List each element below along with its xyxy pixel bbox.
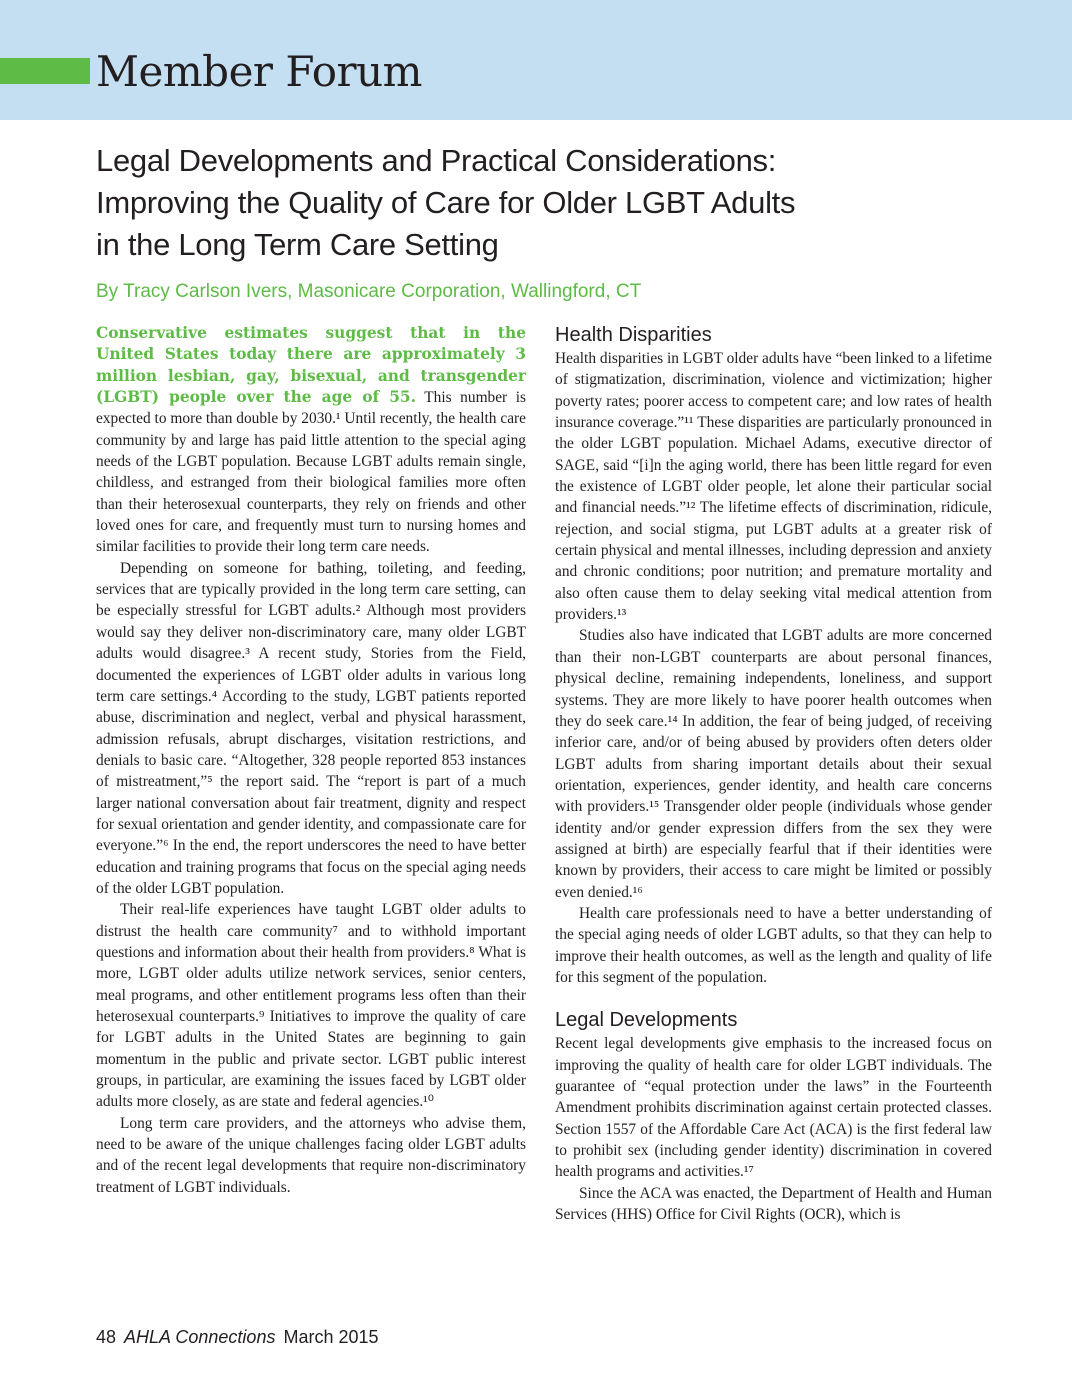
section-heading-health-disparities: Health Disparities [555, 324, 712, 346]
intro-paragraph [96, 323, 526, 558]
section-banner [0, 0, 1072, 120]
issue-date: March 2015 [283, 1327, 379, 1347]
body-paragraph: Health care professionals need to have a better understanding of the special aging needs of older LGBT adults, so that they can help to improve their health outcomes, as well as the length and quality of life for this segment of the population. [555, 904, 992, 986]
article-title [96, 140, 996, 266]
body-paragraph: Studies also have indicated that LGBT adults are more concerned than their non-LGBT counterparts are about personal finances, physical decline, remaining independents, loneliness, and support systems. They are more likely to have poorer health outcomes when they do seek care.¹⁴ In addition, the fear of being judged, of receiving inferior care, and/or of being abused by providers often deters older LGBT adults from sharing important details about their sexual orientation, experiences, gender identity, and health care concerns with providers.¹⁵ Transgender older people (individuals whose gender identity and/or gender expression differs from the sex they were assigned at birth) are especially fearful that if their identities were known by providers, their access to care might be limited or possibly even denied.¹⁶ [555, 627, 992, 901]
intro-body: This number is expected to more than double by 2030.¹ Until recently, the health care community by and large has paid little attention to the special aging needs of the LGBT population. Because LGBT adults remain single, childless, and estranged from their biological families more often than their heterosexual counterparts, they rely on friends and other loved ones for care, and frequently must turn to nursing homes and similar facilities to provide their long term care needs. [96, 389, 527, 556]
page-footer [96, 1326, 379, 1348]
body-paragraph: Recent legal developments give emphasis to the increased focus on improving the quality of health care for older LGBT individuals. The guarantee of “equal protection under the laws” in the Fourteenth Amendment prohibits discrimination against certain protected classes. Section 1557 of the Affordable Care Act (ACA) is the first federal law to prohibit sex (including gender identity) discrimination in covered health programs and activities.¹⁷ [555, 1035, 992, 1181]
publication-name: AHLA Connections [124, 1327, 276, 1347]
left-column [96, 323, 526, 1198]
article-title-line: in the Long Term Care Setting [96, 227, 499, 262]
section-title: Member Forum [96, 47, 422, 96]
byline: By Tracy Carlson Ivers, Masonicare Corporation, Wallingford, CT [96, 281, 642, 302]
body-paragraph: Health disparities in LGBT older adults have “been linked to a lifetime of stigmatization, discrimination, violence and victimization; higher poverty rates; poorer access to competent care; and low rates of health insurance coverage.”¹¹ These disparities are particularly pronounced in the older LGBT population. Michael Adams, executive director of SAGE, said “[i]n the aging world, there has been little regard for even the existence of LGBT older people, let alone their particular social and financial needs.”¹² The lifetime effects of discrimination, ridicule, rejection, and social stigma, put LGBT adults at a greater risk of certain physical and mental illnesses, including depression and anxiety and chronic conditions; poor nutrition; and premature mortality and also often cause them to delay seeking vital medical attention from providers.¹³ [555, 350, 992, 624]
body-paragraph: Depending on someone for bathing, toileting, and feeding, services that are typically provided in the long term care setting, can be especially stressful for LGBT adults.² Although most providers would say they deliver non-discriminatory care, many older LGBT adults would disagree.³ A recent study, Stories from the Field, documented the experiences of LGBT older adults in various long term care settings.⁴ According to the study, LGBT patients reported abuse, discrimination and neglect, verbal and physical harassment, admission refusals, abrupt discharges, visitation restrictions, and denials to basic care. “Altogether, 328 people reported 853 instances of mistreatment,”⁵ the report said. The “report is part of a much larger national conversation about fair treatment, dignity and respect for sexual orientation and gender identity, and compassionate care for everyone.”⁶ In the end, the report underscores the need to have better education and training programs that focus on the special aging needs of the older LGBT population. [96, 559, 526, 897]
article-title-line: Legal Developments and Practical Considerations: [96, 143, 777, 178]
body-paragraph: Their real-life experiences have taught LGBT older adults to distrust the health care community⁷ and to withhold important questions and information about their health from providers.⁸ What is more, LGBT older adults utilize network services, senior centers, meal programs, and other entitlement programs less often than their heterosexual counterparts.⁹ Initiatives to improve the quality of care for LGBT adults in the United States are beginning to gain momentum in the public and private sector. LGBT public interest groups, in particular, are examining the issues faced by LGBT older adults more closely, as are state and federal agencies.¹⁰ [96, 901, 526, 1111]
body-paragraph: Long term care providers, and the attorneys who advise them, need to be aware of the unique challenges facing older LGBT adults and of the recent legal developments that require non-discriminatory treatment of LGBT individuals. [96, 1114, 526, 1196]
section-heading-legal-developments: Legal Developments [555, 1009, 738, 1032]
lead-text: Conservative estimates suggest that in the United States today there are approximately 3 million lesbian, gay, bisexual, and transgender (LGBT) people over the age of 55. [96, 324, 526, 407]
page-number: 48 [96, 1327, 117, 1347]
body-paragraph: Since the ACA was enacted, the Department of Health and Human Services (HHS) Office for Civil Rights (OCR), which is [555, 1184, 992, 1224]
right-column [555, 323, 992, 1225]
accent-bar [0, 58, 90, 84]
article-title-line: Improving the Quality of Care for Older LGBT Adults [96, 185, 796, 220]
